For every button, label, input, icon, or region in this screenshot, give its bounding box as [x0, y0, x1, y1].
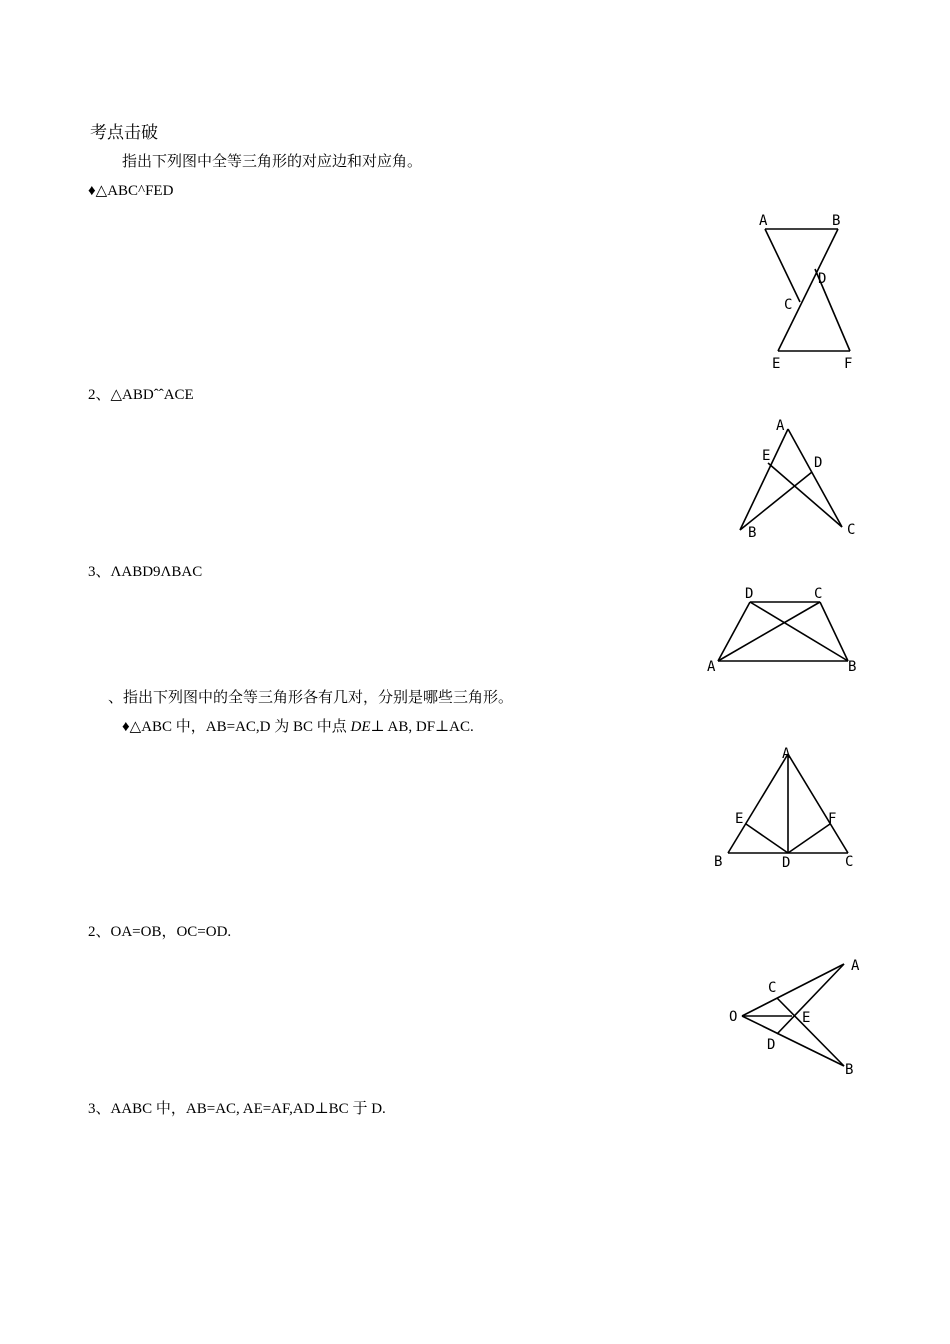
figure-2-label: A — [776, 418, 785, 434]
figure-2-label: E — [762, 448, 771, 464]
part-2-item-3: 3、AABC 中，AB=AC, AE=AF,AD⊥BC 于 D. — [88, 1101, 386, 1117]
figure-5 — [720, 950, 870, 1085]
part-2-heading: 、指出下列图中的全等三角形各有几对，分别是哪些三角形。 — [108, 690, 514, 706]
figure-4-label: D — [782, 855, 791, 871]
figure-2-label: B — [748, 525, 757, 541]
figure-4-label: F — [828, 811, 837, 827]
figure-1-label: A — [759, 213, 768, 229]
figure-1-label: E — [772, 356, 781, 372]
figure-5-label: B — [845, 1062, 854, 1078]
figure-2 — [730, 415, 870, 545]
intro-text: 指出下列图中全等三角形的对应边和对应角。 — [122, 154, 423, 170]
figure-4-label: A — [782, 746, 791, 762]
figure-4 — [708, 740, 868, 875]
problem-1-label: ♦△ABC^FED — [88, 183, 174, 199]
figure-5-label: O — [729, 1009, 738, 1025]
figure-5-label: C — [768, 980, 777, 996]
part-2-item-1 — [122, 718, 474, 736]
figure-1 — [740, 205, 880, 375]
item-1-text-end: ⊥ AB, DF⊥AC. — [370, 719, 474, 735]
problem-3-label: 3、ΛABD9ΛBAC — [88, 564, 203, 580]
figure-3-label: D — [745, 586, 754, 602]
figure-3-label: A — [707, 659, 716, 675]
figure-1-label: C — [784, 297, 793, 313]
figure-5-label: E — [802, 1010, 811, 1026]
figure-3-label: C — [814, 586, 823, 602]
figure-3-label: B — [848, 659, 857, 675]
problem-2-label: 2、△ABDˆˆACE — [88, 387, 194, 403]
item-1-italic: DE — [350, 719, 371, 735]
section-title: 考点击破 — [90, 123, 158, 143]
figure-5-label: D — [767, 1037, 776, 1053]
figure-4-label: E — [735, 811, 744, 827]
figure-2-label: D — [814, 455, 823, 471]
figure-1-label: F — [844, 356, 853, 372]
figure-5-label: A — [851, 958, 860, 974]
item-1-text: ♦△ABC 中，AB=AC,D 为 BC 中点 — [122, 719, 351, 735]
figure-1-label: D — [818, 271, 827, 287]
figure-4-label: C — [845, 854, 854, 870]
part-2-item-2: 2、OA=OB，OC=OD. — [88, 924, 232, 940]
figure-3 — [700, 580, 870, 680]
figure-2-label: C — [847, 522, 856, 538]
figure-1-label: B — [832, 213, 841, 229]
figure-4-label: B — [714, 854, 723, 870]
